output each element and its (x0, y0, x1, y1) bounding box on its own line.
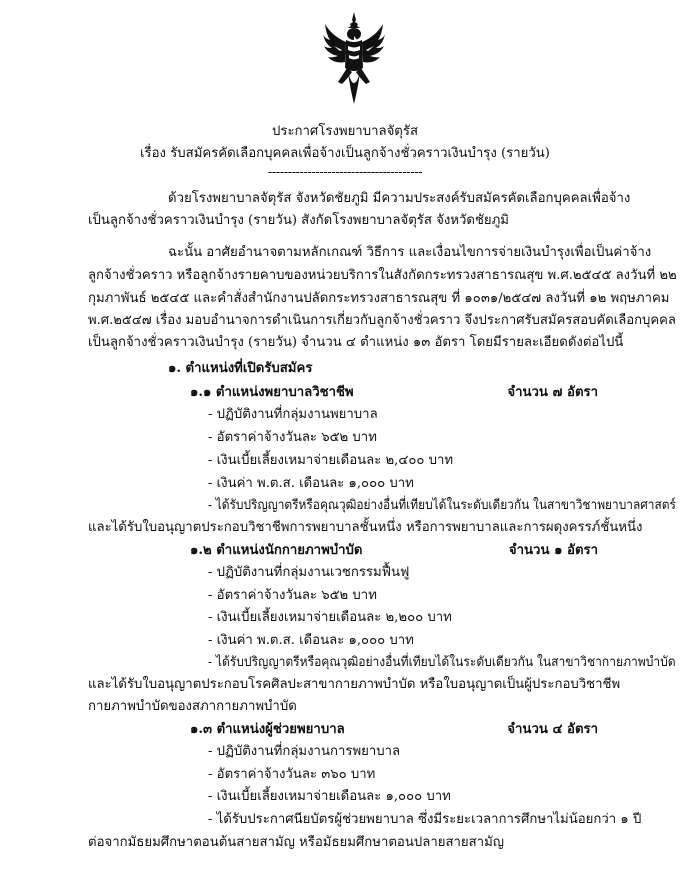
position-3-item: - อัตราค่าจ้างวันละ ๓๖๐ บาท (208, 767, 376, 782)
position-3-item: - ได้รับประกาศนียบัตรผู้ช่วยพยาบาล ซึ่งมีระยะเวลาการศึกษาไม่น้อยกว่า ๑ ปี (208, 812, 642, 827)
section-1-title: ๑. ตำแหน่งที่เปิดรับสมัคร (168, 361, 313, 376)
position-1-count: จำนวน ๗ อัตรา (507, 385, 598, 400)
position-1-item: - ปฏิบัติงานที่กลุ่มงานพยาบาล (208, 407, 378, 422)
position-1-item: - ได้รับปริญญาตรีหรือคุณวุฒิอย่างอื่นที่เทียบได้ในระดับเดียวกัน ในสาขาวิชาพยาบาลศาสตร์ (208, 498, 676, 513)
position-2-item: - เงินเบี้ยเลี้ยงเหมาจ่ายเดือนละ ๒,๒๐๐ บาท (208, 610, 452, 625)
announcement-subject: เรื่อง รับสมัครคัดเลือกบุคคลเพื่อจ้างเป็นลูกจ้างชั่วคราวเงินบำรุง (รายวัน) (140, 146, 550, 161)
intro-paragraph-1-line-2: เป็นลูกจ้างชั่วคราวเงินบำรุง (รายวัน) สังกัดโรงพยาบาลจัตุรัส จังหวัดชัยภูมิ (88, 213, 510, 228)
position-2-count: จำนวน ๑ อัตรา (508, 543, 598, 558)
position-1-item: - เงินค่า พ.ต.ส. เดือนละ ๑,๐๐๐ บาท (208, 476, 414, 491)
position-3-continuation: ต่อจากมัธยมศึกษาตอนต้นสายสามัญ หรือมัธยมศึกษาตอนปลายสายสามัญ (88, 835, 505, 850)
intro-paragraph-2-line-4: พ.ศ.๒๕๔๗ เรื่อง มอบอำนาจการดำเนินการเกี่ยวกับลูกจ้างชั่วคราว จึงประกาศรับสมัครสอบคัดเลือกบุคคล (88, 313, 676, 328)
intro-paragraph-2-line-3: กุมภาพันธ์ ๒๕๔๕ และคำสั่งสำนักงานปลัดกระทรวงสาธารณสุข ที่ ๑๐๓๑/๒๕๔๗ ลงวันที่ ๑๒ พฤษภาคม (88, 291, 670, 306)
position-2-item: - ได้รับปริญญาตรีหรือคุณวุฒิอย่างอื่นที่เทียบได้ในระดับเดียวกัน ในสาขาวิชากายภาพบำบัด (208, 655, 676, 670)
intro-paragraph-1-line-1: ด้วยโรงพยาบาลจัตุรัส จังหวัดชัยภูมิ มีความประสงค์รับสมัครคัดเลือกบุคคลเพื่อจ้าง (168, 191, 631, 206)
position-1-item: - เงินเบี้ยเลี้ยงเหมาจ่ายเดือนละ ๒,๔๐๐ บาท (208, 453, 454, 468)
announcement-org: ประกาศโรงพยาบาลจัตุรัส (271, 124, 418, 139)
position-1-title: ๑.๑ ตำแหน่งพยาบาลวิชาชีพ (190, 385, 354, 400)
position-2-item: - ปฏิบัติงานที่กลุ่มงานเวชกรรมฟื้นฟู (208, 565, 410, 580)
header-divider: --------------------------------------- (267, 165, 423, 180)
position-3-title: ๑.๓ ตำแหน่งผู้ช่วยพยาบาล (190, 722, 345, 737)
position-2-continuation: และได้รับใบอนุญาตประกอบโรคศิลปะสาขากายภาพบำบัด หรือใบอนุญาตเป็นผู้ประกอบวิชาชีพ (88, 677, 621, 692)
position-2-item: - เงินค่า พ.ต.ส. เดือนละ ๑,๐๐๐ บาท (208, 633, 414, 648)
position-1-item: - อัตราค่าจ้างวันละ ๖๕๒ บาท (208, 430, 377, 445)
position-1-continuation: และได้รับใบอนุญาตประกอบวิชาชีพการพยาบาลชั้นหนึ่ง หรือการพยาบาลและการผดุงครรภ์ชั้นหนึ่ง (88, 520, 643, 535)
position-3-count: จำนวน ๔ อัตรา (507, 722, 598, 737)
position-3-item: - ปฏิบัติงานที่กลุ่มงานการพยาบาล (208, 744, 401, 759)
garuda-emblem-icon (322, 10, 386, 106)
position-3-item: - เงินเบี้ยเลี้ยงเหมาจ่ายเดือนละ ๑,๐๐๐ บาท (208, 789, 451, 804)
intro-paragraph-2-line-1: ฉะนั้น อาศัยอำนาจตามหลักเกณฑ์ วิธีการ และเงื่อนไขการจ่ายเงินบำรุงเพื่อเป็นค่าจ้าง (168, 245, 652, 260)
position-2-title: ๑.๒ ตำแหน่งนักกายภาพบำบัด (190, 543, 363, 558)
intro-paragraph-2-line-5: เป็นลูกจ้างชั่วคราวเงินบำรุง (รายวัน) จำนวน ๔ ตำแหน่ง ๑๓ อัตรา โดยมีรายละเอียดดังต่อไปนี้ (88, 335, 624, 350)
intro-paragraph-2-line-2: ลูกจ้างชั่วคราว หรือลูกจ้างรายคาบของหน่วยบริการในสังกัดกระทรวงสาธารณสุข พ.ศ.๒๕๔๕ ลงวันที่ ๒๒ (88, 268, 677, 283)
position-2-continuation: กายภาพบำบัดของสภากายภาพบำบัด (88, 699, 297, 714)
position-2-item: - อัตราค่าจ้างวันละ ๖๕๒ บาท (208, 588, 377, 603)
